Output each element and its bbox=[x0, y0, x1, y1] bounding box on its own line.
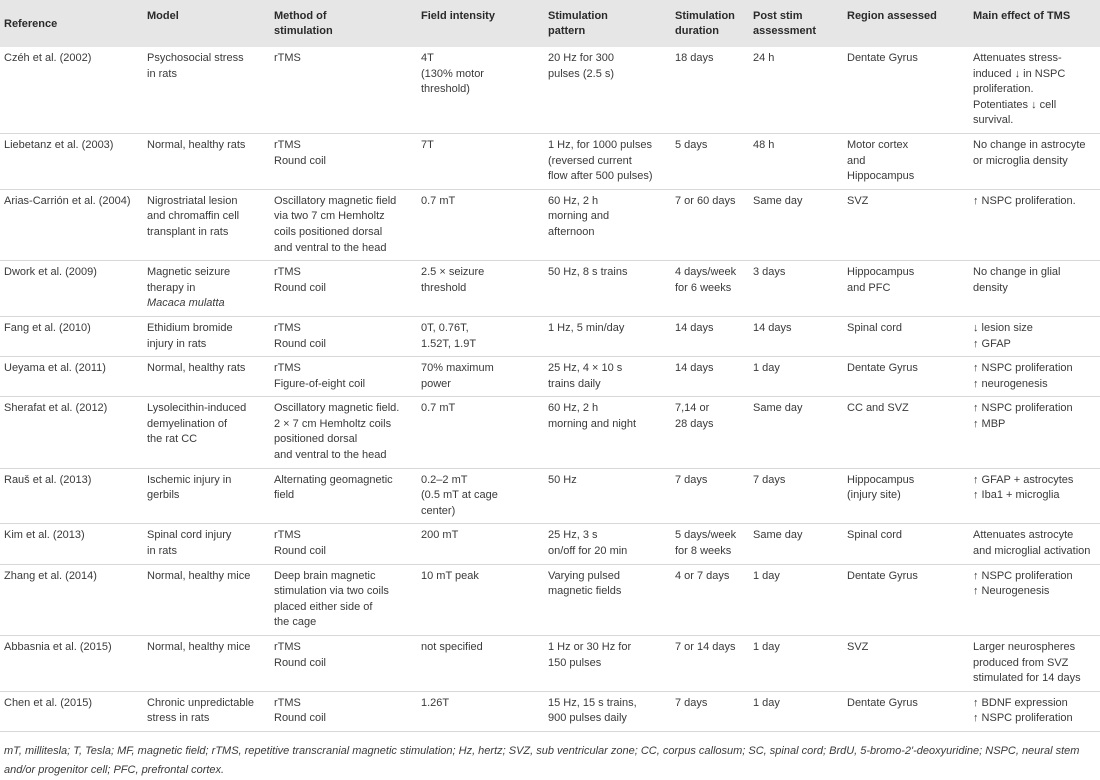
cell-reference: Fang et al. (2010) bbox=[0, 316, 143, 356]
cell-stimulation-pattern: 25 Hz, 4 × 10 s trains daily bbox=[544, 357, 671, 397]
cell-reference: Arias-Carrión et al. (2004) bbox=[0, 189, 143, 260]
cell-post-stim: 1 day bbox=[749, 564, 843, 635]
header-method: Method of stimulation bbox=[274, 10, 333, 37]
cell-region: CC and SVZ bbox=[843, 397, 969, 468]
cell-main-effect: ↑ NSPC proliferation. bbox=[969, 189, 1100, 260]
cell-stimulation-pattern: 25 Hz, 3 s on/off for 20 min bbox=[544, 524, 671, 564]
cell-reference: Kim et al. (2013) bbox=[0, 524, 143, 564]
header-post-stim: Post stim assessment bbox=[753, 10, 816, 37]
cell-post-stim: 1 day bbox=[749, 636, 843, 692]
header-stimulation-pattern: Stimulation pattern bbox=[548, 10, 608, 37]
table-row bbox=[0, 47, 1100, 133]
cell-stimulation-pattern: 1 Hz, for 1000 pulses (reversed current flow after 500 pulses) bbox=[544, 133, 671, 189]
cell-post-stim: Same day bbox=[749, 189, 843, 260]
cell-field-intensity: 2.5 × seizure threshold bbox=[417, 261, 544, 317]
cell-field-intensity: 70% maximum power bbox=[417, 357, 544, 397]
cell-stimulation-pattern: 60 Hz, 2 h morning and afternoon bbox=[544, 189, 671, 260]
cell-region: Dentate Gyrus bbox=[843, 47, 969, 133]
header-region: Region assessed bbox=[847, 10, 937, 22]
cell-post-stim: 1 day bbox=[753, 696, 780, 709]
table-body bbox=[0, 47, 1100, 731]
cell-main-effect: ↑ NSPC proliferation ↑ MBP bbox=[969, 397, 1100, 468]
cell-post-stim: Same day bbox=[749, 524, 843, 564]
cell-main-effect: Larger neurospheres produced from SVZ stimulated for 14 days bbox=[969, 636, 1100, 692]
cell-method: rTMS Round coil bbox=[270, 316, 417, 356]
cell-method: Oscillatory magnetic field. 2 × 7 cm Hemholtz coils positioned dorsal and ventral to the head bbox=[270, 397, 417, 468]
table-row bbox=[0, 636, 1100, 692]
cell-post-stim: 1 day bbox=[749, 357, 843, 397]
table-row bbox=[0, 189, 1100, 260]
cell-reference: Czéh et al. (2002) bbox=[0, 47, 143, 133]
cell-main-effect: ↑ GFAP + astrocytes ↑ Iba1 + microglia bbox=[969, 468, 1100, 524]
cell-model: Spinal cord injury in rats bbox=[143, 524, 270, 564]
cell-region: Dentate Gyrus bbox=[843, 564, 969, 635]
cell-model: Normal, healthy mice bbox=[143, 636, 270, 692]
cell-model: Chronic unpredictable stress in rats bbox=[147, 696, 255, 725]
species-name: Macaca mulatta bbox=[147, 297, 225, 310]
cell-method: rTMS Round coil bbox=[270, 133, 417, 189]
cell-region: SVZ bbox=[843, 189, 969, 260]
cell-field-intensity: 0.7 mT bbox=[417, 397, 544, 468]
cell-post-stim: 14 days bbox=[749, 316, 843, 356]
table-row bbox=[0, 133, 1100, 189]
cell-region: Spinal cord bbox=[843, 316, 969, 356]
header-main-effect: Main effect of TMS bbox=[973, 10, 1071, 22]
cell-reference: Chen et al. (2015) bbox=[4, 696, 93, 709]
cell-model: Nigrostriatal lesion and chromaffin cell transplant in rats bbox=[143, 189, 270, 260]
cell-stimulation-duration: 14 days bbox=[671, 357, 749, 397]
cell-stimulation-duration: 14 days bbox=[671, 316, 749, 356]
cell-method: Oscillatory magnetic field via two 7 cm Hemholtz coils positioned dorsal and ventral to the head bbox=[270, 189, 417, 260]
table-row bbox=[0, 357, 1100, 397]
table-row bbox=[0, 397, 1100, 468]
cell-stimulation-pattern: 60 Hz, 2 h morning and night bbox=[544, 397, 671, 468]
cell-method: rTMS bbox=[270, 47, 417, 133]
cell-model: Ethidium bromide injury in rats bbox=[143, 316, 270, 356]
table-row bbox=[0, 316, 1100, 356]
table-header bbox=[0, 0, 1100, 47]
cell-method: rTMS Round coil bbox=[270, 524, 417, 564]
cell-stimulation-duration: 7 or 60 days bbox=[671, 189, 749, 260]
cell-field-intensity: 0.7 mT bbox=[417, 189, 544, 260]
cell-field-intensity: 7T bbox=[417, 133, 544, 189]
cell-model: Ischemic injury in gerbils bbox=[143, 468, 270, 524]
table-row bbox=[0, 564, 1100, 635]
cell-region: Motor cortex and Hippocampus bbox=[843, 133, 969, 189]
cell-post-stim: 48 h bbox=[749, 133, 843, 189]
cell-field-intensity: not specified bbox=[417, 636, 544, 692]
cell-model: Normal, healthy mice bbox=[143, 564, 270, 635]
cell-model: Magnetic seizure therapy in Macaca mulatta bbox=[143, 261, 270, 317]
cell-stimulation-duration: 7 days bbox=[671, 468, 749, 524]
cell-method: rTMS Round coil bbox=[270, 636, 417, 692]
cell-region: Dentate Gyrus bbox=[847, 696, 918, 709]
cell-method: rTMS Round coil bbox=[270, 261, 417, 317]
cell-main-effect: ↑ NSPC proliferation ↑ Neurogenesis bbox=[969, 564, 1100, 635]
table-row bbox=[0, 261, 1100, 317]
cell-stimulation-pattern: 1 Hz or 30 Hz for 150 pulses bbox=[544, 636, 671, 692]
cell-reference: Sherafat et al. (2012) bbox=[0, 397, 143, 468]
cell-model: Normal, healthy rats bbox=[143, 357, 270, 397]
cell-region: Spinal cord bbox=[843, 524, 969, 564]
cell-stimulation-duration: 4 days/week for 6 weeks bbox=[671, 261, 749, 317]
cell-field-intensity: 10 mT peak bbox=[417, 564, 544, 635]
cell-region: Hippocampus (injury site) bbox=[843, 468, 969, 524]
cell-field-intensity: 1.26T bbox=[421, 696, 450, 709]
cell-reference: Zhang et al. (2014) bbox=[0, 564, 143, 635]
cell-main-effect: ↑ NSPC proliferation ↑ neurogenesis bbox=[969, 357, 1100, 397]
header-model: Model bbox=[147, 10, 179, 22]
table-row bbox=[0, 524, 1100, 564]
cell-stimulation-pattern: 20 Hz for 300 pulses (2.5 s) bbox=[544, 47, 671, 133]
cell-stimulation-pattern: Varying pulsed magnetic fields bbox=[544, 564, 671, 635]
cell-post-stim: 3 days bbox=[749, 261, 843, 317]
cell-stimulation-pattern: 50 Hz bbox=[544, 468, 671, 524]
cell-post-stim: 7 days bbox=[749, 468, 843, 524]
table-row bbox=[0, 691, 1100, 731]
cell-reference: Ueyama et al. (2011) bbox=[0, 357, 143, 397]
cell-stimulation-duration: 7 days bbox=[675, 696, 708, 709]
header-field-intensity: Field intensity bbox=[421, 10, 495, 22]
cell-main-effect: Attenuates astrocyte and microglial activation bbox=[969, 524, 1100, 564]
cell-reference: Liebetanz et al. (2003) bbox=[0, 133, 143, 189]
cell-main-effect: Attenuates stress- induced ↓ in NSPC proliferation. Potentiates ↓ cell survival. bbox=[969, 47, 1100, 133]
cell-model: Lysolecithin-induced demyelination of the rat CC bbox=[143, 397, 270, 468]
cell-stimulation-duration: 7,14 or 28 days bbox=[671, 397, 749, 468]
cell-region: Dentate Gyrus bbox=[843, 357, 969, 397]
cell-field-intensity: 4T (130% motor threshold) bbox=[417, 47, 544, 133]
cell-reference: Rauš et al. (2013) bbox=[0, 468, 143, 524]
cell-stimulation-duration: 7 or 14 days bbox=[671, 636, 749, 692]
cell-stimulation-duration: 18 days bbox=[671, 47, 749, 133]
table-row bbox=[0, 468, 1100, 524]
header-reference: Reference bbox=[4, 17, 58, 30]
cell-main-effect: No change in astrocyte or microglia density bbox=[969, 133, 1100, 189]
header-row bbox=[0, 0, 1100, 47]
cell-stimulation-pattern: 1 Hz, 5 min/day bbox=[544, 316, 671, 356]
cell-model: Psychosocial stress in rats bbox=[143, 47, 270, 133]
table-footnote: mT, millitesla; T, Tesla; MF, magnetic field; rTMS, repetitive transcranial magnetic stimulation; Hz, hertz; SVZ, sub ventricular zone; CC, corpus callosum; SC, spinal cord; BrdU, 5-bromo-2'-deoxyuridine; NSPC, neural stem and/or progenitor cell; PFC, prefrontal cortex. bbox=[0, 731, 1100, 780]
cell-stimulation-duration: 5 days/week for 8 weeks bbox=[671, 524, 749, 564]
cell-reference: Abbasnia et al. (2015) bbox=[0, 636, 143, 692]
cell-model: Normal, healthy rats bbox=[143, 133, 270, 189]
cell-method: Alternating geomagnetic field bbox=[270, 468, 417, 524]
cell-stimulation-duration: 4 or 7 days bbox=[671, 564, 749, 635]
cell-method: rTMS Round coil bbox=[274, 696, 326, 725]
cell-stimulation-pattern: 50 Hz, 8 s trains bbox=[544, 261, 671, 317]
cell-stimulation-pattern: 15 Hz, 15 s trains, 900 pulses daily bbox=[548, 696, 637, 725]
cell-field-intensity: 0.2–2 mT (0.5 mT at cage center) bbox=[417, 468, 544, 524]
cell-reference: Dwork et al. (2009) bbox=[0, 261, 143, 317]
cell-field-intensity: 0T, 0.76T, 1.52T, 1.9T bbox=[417, 316, 544, 356]
cell-method: rTMS Figure-of-eight coil bbox=[270, 357, 417, 397]
cell-region: Hippocampus and PFC bbox=[843, 261, 969, 317]
cell-region: SVZ bbox=[843, 636, 969, 692]
cell-field-intensity: 200 mT bbox=[417, 524, 544, 564]
cell-main-effect: ↓ lesion size ↑ GFAP bbox=[969, 316, 1100, 356]
header-stimulation-duration: Stimulation duration bbox=[675, 10, 735, 37]
cell-main-effect: No change in glial density bbox=[969, 261, 1100, 317]
cell-post-stim: Same day bbox=[749, 397, 843, 468]
cell-post-stim: 24 h bbox=[749, 47, 843, 133]
cell-method: Deep brain magnetic stimulation via two coils placed either side of the cage bbox=[270, 564, 417, 635]
cell-stimulation-duration: 5 days bbox=[671, 133, 749, 189]
cell-main-effect: ↑ BDNF expression ↑ NSPC proliferation bbox=[973, 696, 1073, 725]
